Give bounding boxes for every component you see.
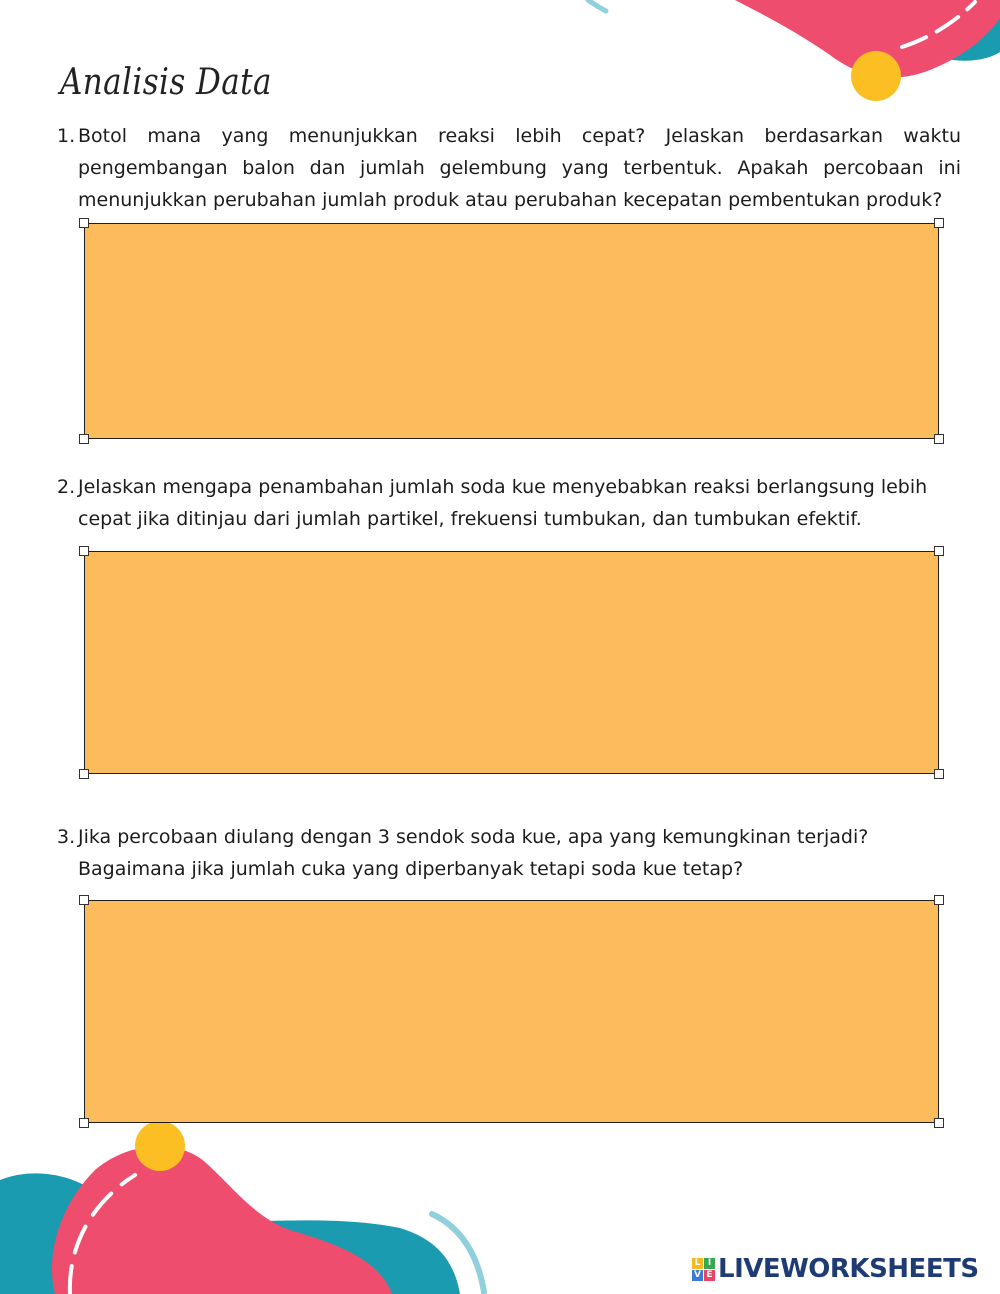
top-teal-blob (890, 0, 1000, 61)
question-1 (57, 120, 961, 216)
resize-handle-top-right[interactable] (934, 546, 944, 556)
bottom-teal-blob (0, 1173, 460, 1294)
question-2-line-1: Jelaskan mengapa penambahan jumlah soda kue menyebabkan reaksi berlangsung lebih (78, 476, 928, 498)
logo-letter-l: L (692, 1258, 703, 1269)
top-pink-blob (735, 0, 1000, 77)
resize-handle-bottom-left[interactable] (79, 1118, 89, 1128)
question-2-line-2: cepat jika ditinjau dari jumlah partikel, frekuensi tumbukan, dan tumbukan efektif. (78, 508, 862, 530)
resize-handle-bottom-right[interactable] (934, 434, 944, 444)
question-1-number: 1. (57, 125, 76, 147)
resize-handle-bottom-left[interactable] (79, 769, 89, 779)
resize-handle-top-right[interactable] (934, 218, 944, 228)
top-light-arc (588, 0, 606, 11)
logo-letter-v: V (692, 1270, 703, 1281)
question-2 (57, 471, 961, 535)
answer-box-2[interactable] (84, 551, 939, 774)
logo-letter-e: E (704, 1270, 715, 1281)
page-title: Analisis Data (60, 62, 272, 103)
logo-letter-i: I (704, 1258, 715, 1269)
bottom-dashed-curve (70, 1175, 135, 1294)
question-3-number: 3. (57, 826, 76, 848)
question-3-line-2: Bagaimana jika jumlah cuka yang diperbanyak tetapi soda kue tetap? (78, 858, 744, 880)
resize-handle-bottom-right[interactable] (934, 1118, 944, 1128)
liveworksheets-logo-icon (692, 1258, 715, 1281)
answer-box-1[interactable] (84, 223, 939, 439)
top-dashed-curve (902, 2, 975, 47)
resize-handle-bottom-right[interactable] (934, 769, 944, 779)
top-yellow-dot (851, 51, 901, 101)
question-3 (57, 821, 961, 885)
question-1-line-2: pengembangan balon dan jumlah gelembung yang terbentuk. Apakah percobaan ini (78, 157, 961, 179)
question-3-line-1: Jika percobaan diulang dengan 3 sendok soda kue, apa yang kemungkinan terjadi? (78, 826, 869, 848)
resize-handle-top-left[interactable] (79, 218, 89, 228)
brand-name: LIVEWORKSHEETS (718, 1254, 979, 1284)
resize-handle-bottom-left[interactable] (79, 434, 89, 444)
bottom-yellow-dot (135, 1121, 185, 1171)
question-2-number: 2. (57, 476, 76, 498)
resize-handle-top-right[interactable] (934, 895, 944, 905)
liveworksheets-brand[interactable] (692, 1254, 979, 1284)
question-1-line-1: Botol mana yang menunjukkan reaksi lebih cepat? Jelaskan berdasarkan waktu (78, 125, 961, 147)
answer-box-3[interactable] (84, 900, 939, 1123)
resize-handle-top-left[interactable] (79, 895, 89, 905)
bottom-light-arc (432, 1214, 484, 1292)
question-1-line-3: menunjukkan perubahan jumlah produk atau perubahan kecepatan pembentukan produk? (78, 189, 943, 211)
question-3-text (78, 821, 961, 885)
bottom-pink-blob (52, 1146, 392, 1294)
question-2-text (78, 471, 961, 535)
question-1-text (78, 120, 961, 216)
resize-handle-top-left[interactable] (79, 546, 89, 556)
